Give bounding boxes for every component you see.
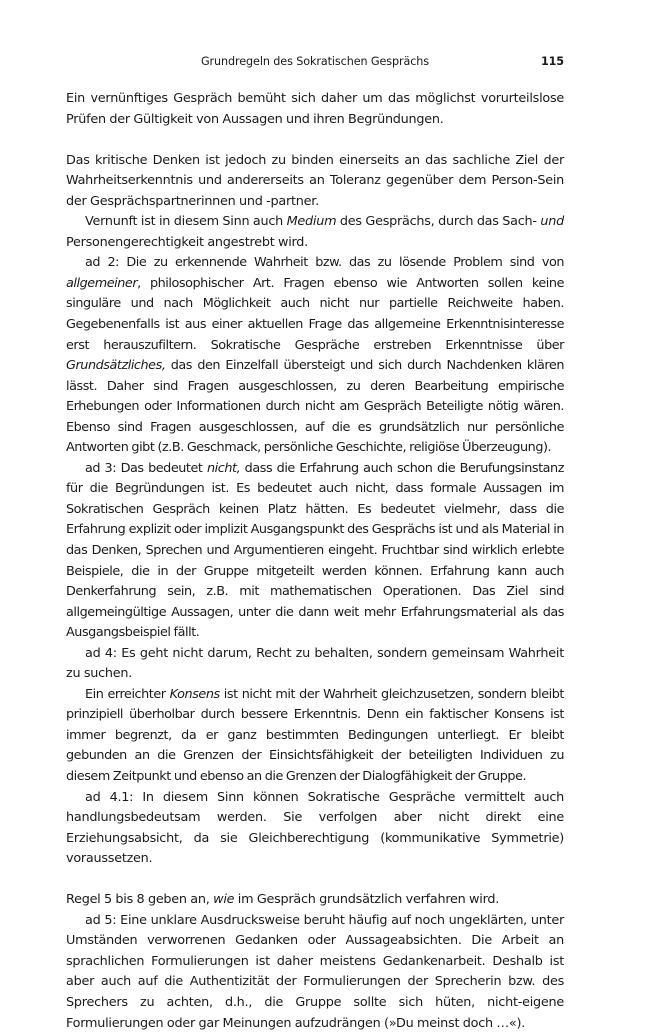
text-run: ad 5: Eine unklare Ausdrucksweise beruht häufig auf noch ungeklärten, unter Umständen verworrenen Gedanken oder Aussageabsichten. Die Arbeit an sprachlichen Formulierungen ist daher meistens Gedankenarbeit. Deshalb ist aber auch auf die Authentizität der Formulierungen der Sprecherin bzw. des Sprechers zu achten, d.h., die Gruppe sollte sich hüten, nicht-eigene Formulierungen oder gar Meinungen aufzudrängen (»Du meinst doch …«).: [66, 912, 564, 1031]
text-run: ad 3: Das bedeutet: [85, 460, 207, 476]
text-run: ad 4: Es geht nicht darum, Recht zu behalten, sondern gemeinsam Wahrheit zu suchen.: [66, 645, 564, 682]
text-run: Ein erreichter: [85, 686, 170, 702]
emphasis-text: nicht,: [206, 460, 241, 476]
paragraph: [66, 459, 564, 644]
paragraph: [66, 151, 564, 213]
emphasis-text: und: [540, 214, 564, 230]
text-run: ist nicht mit der Wahrheit gleichzusetzen, sondern bleibt prinzipiell überholbar durch bessere Erkenntnis. Denn ein faktischer Konsens ist immer begrenzt, da er ganz bestimmten Bedingungen unterliegt. Er bleibt gebunden an die Grenzen der Einsichtsfähigkeit der beteiligten Individuen zu diesem Zeitpunkt und ebenso an die Grenzen der Dialogfähigkeit der Gruppe.: [66, 686, 564, 784]
page-number: 115: [540, 55, 564, 68]
text-run: Vernunft ist in diesem Sinn auch: [85, 214, 287, 230]
text-run: ad 4.1: In diesem Sinn können Sokratische Gespräche vermittelt auch handlungsbedeutsam werden. Sie verfolgen aber nicht direkt eine Erziehungsabsicht, da sie Gleichberechtigung (kommunikative Symmetrie) voraussetzen.: [66, 789, 564, 867]
text-run: Regel 5 bis 8 geben an,: [66, 892, 214, 908]
emphasis-text: Grundsätzliches,: [66, 358, 166, 374]
emphasis-text: wie: [213, 892, 235, 908]
text-run: , philosophischer Art. Fragen ebenso wie Antworten sollen keine singuläre und nach Möglichkeit auch nicht nur partielle Reichweite haben. Gegebenenfalls ist aus einer aktuellen Frage das allgemeine Erkenntnisinteresse erst herauszufiltern. Sokratische Gespräche erstreben Erkenntnisse über: [66, 275, 564, 353]
running-head: [66, 52, 564, 74]
book-page: [66, 52, 564, 1034]
paragraph: [66, 644, 564, 685]
paragraph: [66, 89, 564, 130]
paragraph: [66, 212, 564, 253]
text-run: ad 2: Die zu erkennende Wahrheit bzw. das zu lösende Problem sind von: [85, 255, 564, 271]
text-run: im Gespräch grundsätzlich verfahren wird.: [234, 892, 500, 908]
text-run: Personengerechtigkeit angestrebt wird.: [66, 234, 308, 250]
paragraph: [66, 911, 564, 1034]
text-run: des Gesprächs, durch das Sach-: [336, 214, 541, 230]
emphasis-text: allgemeiner: [66, 275, 138, 291]
paragraph: [66, 890, 564, 911]
text-run: Das kritische Denken ist jedoch zu binden einerseits an das sachliche Ziel der Wahrheitserkenntnis und andererseits an Toleranz gegenüber dem Person-Sein der Gesprächspartnerinnen und -partner.: [66, 152, 564, 209]
text-run: dass die Erfahrung auch schon die Berufungsinstanz für die Begründungen ist. Es bedeutet auch nicht, dass formale Aussagen im Sokratischen Gespräch keinen Platz hätten. Es bedeutet vielmehr, dass die Erfahrung explizit oder implizit Ausgangspunkt des Gesprächs ist und als Material in das Denken, Sprechen und Argumentieren eingeht. Fruchtbar sind wirklich erlebte Beispiele, die in der Gruppe mitgeteilt werden können. Erfahrung kann auch Denkerfahrung sein, z.B. mit mathematischen Operationen. Das Ziel sind allgemeingültige Aussagen, unter die dann weit mehr Erfahrungsmaterial als das Ausgangsbeispiel fällt.: [66, 460, 564, 641]
paragraph: [66, 788, 564, 870]
emphasis-text: Konsens: [169, 686, 220, 702]
body-text: [66, 89, 564, 1034]
text-run: Ein vernünftiges Gespräch bemüht sich daher um das möglichst vorurteilslose Prüfen der Gültigkeit von Aussagen und ihren Begründungen.: [66, 91, 564, 127]
text-run: das den Einzelfall übersteigt und sich durch Nachdenken klären lässt. Daher sind Fragen ausgeschlossen, zu deren Bearbeitung empirische Erhebungen oder Informationen durch nicht am Gespräch Beteiligte nötig wären. Ebenso sind Fragen ausgeschlossen, auf die es grundsätzlich nur persönliche Antworten gibt (z.B. Geschmack, persönliche Geschichte, religiöse Überzeugung).: [66, 358, 564, 456]
emphasis-text: Medium: [286, 214, 337, 230]
paragraph: [66, 253, 564, 458]
paragraph: [66, 685, 564, 788]
running-title: Grundregeln des Sokratischen Gesprächs: [200, 55, 430, 68]
